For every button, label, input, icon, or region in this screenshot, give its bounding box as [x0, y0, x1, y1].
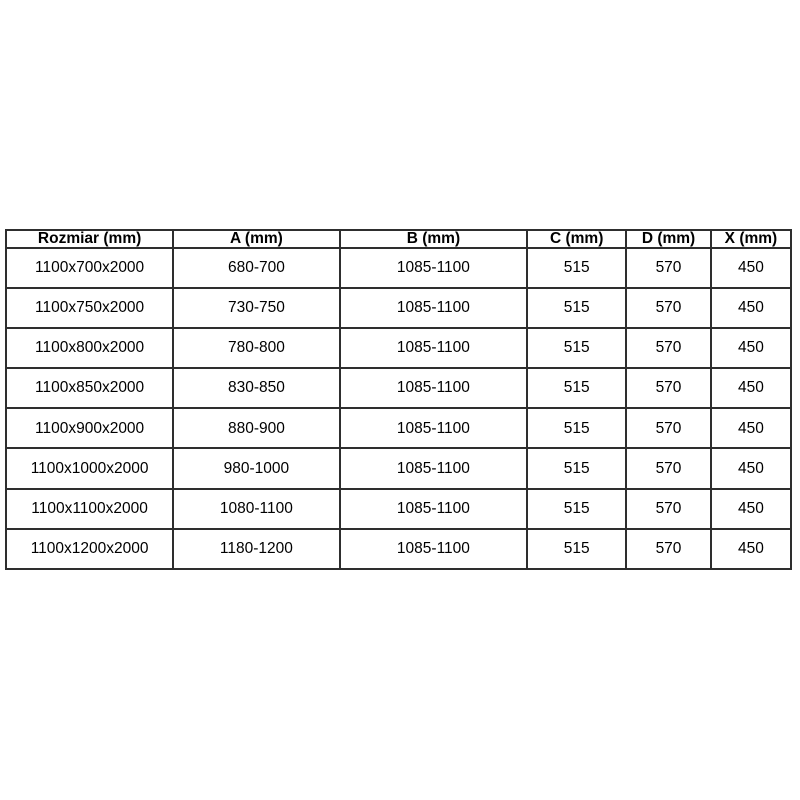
table-cell: 1100x700x2000 [6, 248, 173, 288]
table-cell: 515 [527, 328, 626, 368]
table-cell: 680-700 [173, 248, 339, 288]
table-row [6, 248, 791, 288]
table-cell: 1100x800x2000 [6, 328, 173, 368]
table-cell: 450 [711, 529, 791, 569]
table-cell: 450 [711, 448, 791, 488]
table-cell: 570 [626, 248, 711, 288]
header-cell: Rozmiar (mm) [6, 230, 173, 248]
table-cell: 1100x1100x2000 [6, 489, 173, 529]
table-cell: 1085-1100 [340, 529, 528, 569]
table-row [6, 529, 791, 569]
table-cell: 1100x1000x2000 [6, 448, 173, 488]
table-cell: 1085-1100 [340, 448, 528, 488]
header-cell: B (mm) [340, 230, 528, 248]
table-cell: 780-800 [173, 328, 339, 368]
table-cell: 1100x750x2000 [6, 288, 173, 328]
table-cell: 450 [711, 248, 791, 288]
table-cell: 1085-1100 [340, 368, 528, 408]
table-row [6, 408, 791, 448]
size-specification-table [5, 229, 792, 570]
table-cell: 1100x1200x2000 [6, 529, 173, 569]
table-cell: 980-1000 [173, 448, 339, 488]
table-cell: 570 [626, 529, 711, 569]
table-cell: 570 [626, 368, 711, 408]
header-cell: A (mm) [173, 230, 339, 248]
header-cell: C (mm) [527, 230, 626, 248]
table-cell: 515 [527, 248, 626, 288]
table-cell: 515 [527, 448, 626, 488]
table-cell: 450 [711, 489, 791, 529]
table-cell: 880-900 [173, 408, 339, 448]
header-cell: D (mm) [626, 230, 711, 248]
table-cell: 1085-1100 [340, 328, 528, 368]
table-row [6, 489, 791, 529]
header-cell: X (mm) [711, 230, 791, 248]
table-cell: 450 [711, 328, 791, 368]
table-cell: 450 [711, 288, 791, 328]
table-cell: 1085-1100 [340, 288, 528, 328]
table-cell: 515 [527, 288, 626, 328]
table-cell: 515 [527, 368, 626, 408]
table-cell: 570 [626, 288, 711, 328]
table-row [6, 368, 791, 408]
table-cell: 1085-1100 [340, 489, 528, 529]
table-header [6, 230, 791, 248]
table-cell: 1100x850x2000 [6, 368, 173, 408]
table-cell: 570 [626, 448, 711, 488]
table-cell: 1100x900x2000 [6, 408, 173, 448]
table-cell: 515 [527, 489, 626, 529]
table-cell: 730-750 [173, 288, 339, 328]
table-cell: 1085-1100 [340, 408, 528, 448]
table-cell: 1180-1200 [173, 529, 339, 569]
header-row [6, 230, 791, 248]
table-cell: 515 [527, 529, 626, 569]
table-row [6, 288, 791, 328]
table-row [6, 328, 791, 368]
table-cell: 450 [711, 408, 791, 448]
table-cell: 515 [527, 408, 626, 448]
table-row [6, 448, 791, 488]
table-cell: 570 [626, 328, 711, 368]
table-cell: 1080-1100 [173, 489, 339, 529]
table-cell: 830-850 [173, 368, 339, 408]
table-cell: 450 [711, 368, 791, 408]
table-body [6, 248, 791, 570]
table-cell: 570 [626, 408, 711, 448]
table-cell: 1085-1100 [340, 248, 528, 288]
table-cell: 570 [626, 489, 711, 529]
